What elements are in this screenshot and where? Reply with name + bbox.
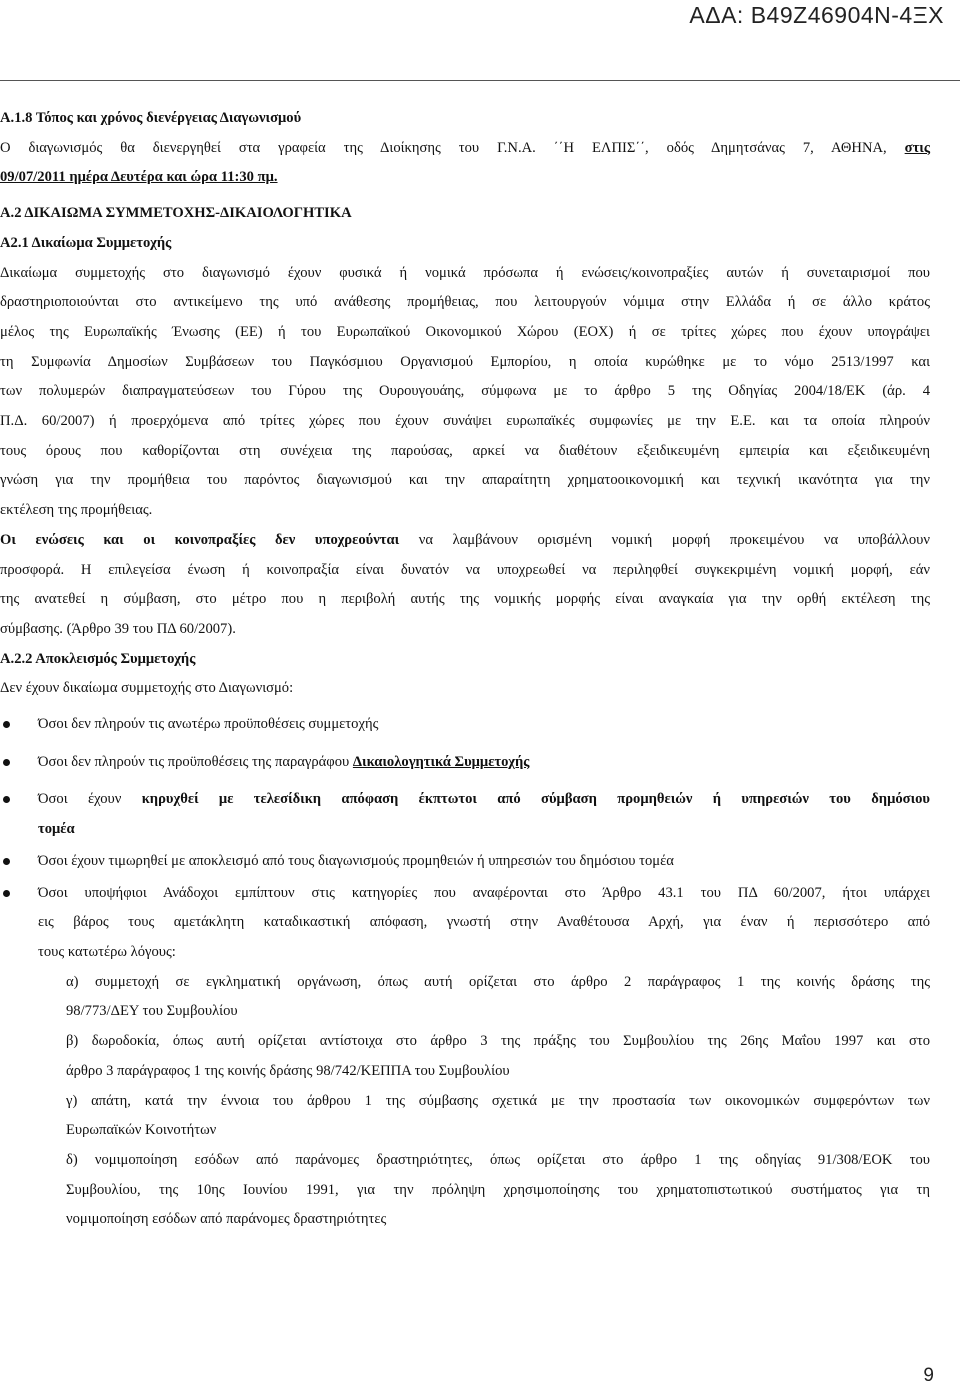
section-heading-a18: Α.1.8 Τόπος και χρόνος διενέργειας Διαγωνισμού <box>0 110 302 126</box>
emphasis-text: Οι ενώσεις και οι κοινοπραξίες δεν υποχρεούνται <box>0 531 400 548</box>
sub-item-a <box>0 968 930 1027</box>
emphasis-text: κηρυχθεί με τελεσίδικη απόφαση έκπτωτοι από σύμβαση προμηθειών ή υπηρεσιών του δημόσιου <box>141 791 930 808</box>
paragraph-line: μέλος της Ευρωπαϊκής Ένωσης (ΕΕ) ή του Ευρωπαϊκού Οικονομικού Χώρου (ΕΟΧ) ή σε τρίτες χώρες που έχουν υπογράψει <box>0 323 930 340</box>
emphasis-text: Δικαιολογητικά Συμμετοχής <box>352 753 530 770</box>
paragraph-line: Οι ενώσεις και οι κοινοπραξίες δεν υποχρεούνται να λαμβάνουν ορισμένη νομική μορφή προκειμένου να υποβάλλουν <box>0 531 930 548</box>
list-item <box>0 879 930 968</box>
paragraph-line: τη Συμφωνία Δημοσίων Συμβάσεων του Παγκόσμιου Οργανισμού Εμπορίου, η οποία κυρώθηκε με το νόμο 2513/1997 και <box>0 353 930 370</box>
paragraph-line: τους όρους που καθορίζονται στη συνέχεια της παρούσας, αρκεί να διαθέτουν εξειδικευμένη εμπειρία και εξειδικευμένη <box>0 442 930 459</box>
bullet-icon <box>3 759 10 766</box>
sub-item-text: Συμβουλίου, της 10ης Ιουνίου 1991, για την πρόληψη χρησιμοποίησης του χρηματοπιστωτικού συστήματος για τη <box>66 1181 930 1198</box>
section-heading-a222: Α.2.2 Αποκλεισμός Συμμετοχής <box>0 650 196 667</box>
sub-item-c <box>0 1087 930 1146</box>
paragraph-line: προσφορά. Η επιλεγείσα ένωση ή κοινοπραξία είναι δυνατόν να υποχρεωθεί να περιληφθεί συγκεκριμένη νομική μορφή, εάν <box>0 561 930 578</box>
sub-item-text: γ) απάτη, κατά την έννοια του άρθρου 1 της σύμβασης σχετικά με την προστασία των οικονομικών συμφερόντων των <box>66 1092 930 1109</box>
list-item-text: εις βάρος τους αμετάκλητη καταδικαστική απόφαση, γνωστή στην Αναθέτουσα Αρχή, για έναν ή περισσότερο από <box>38 914 930 931</box>
list-item <box>0 785 930 844</box>
list-item-text: Όσοι έχουν τιμωρηθεί με αποκλεισμό από τους διαγωνισμούς προμηθειών ή υπηρεσιών του δημόσιου τομέα <box>38 852 674 869</box>
date-line: 09/07/2011 ημέρα Δευτέρα και ώρα 11:30 πμ. <box>0 169 278 186</box>
list-item-text: τομέα <box>38 821 75 838</box>
bullet-icon <box>3 858 10 865</box>
sub-item-text: άρθρο 3 παράγραφος 1 της κοινής δράσης 98/742/ΚΕΠΠΑ του Συμβουλίου <box>66 1062 510 1079</box>
paragraph-line: δραστηριοποιούνται στο αντικείμενο της υπό ανάθεσης προμήθειας, που λειτουργούν νόμιμα στην Ελλάδα ή σε άλλο κράτος <box>0 294 930 311</box>
paragraph-line: Δεν έχουν δικαίωμα συμμετοχής στο Διαγωνισμό: <box>0 680 294 697</box>
sub-item-b <box>0 1027 930 1086</box>
list-item <box>0 847 930 877</box>
list-item <box>0 748 930 778</box>
paragraph-line: Π.Δ. 60/2007) ή προερχόμενα από τρίτες χώρες που έχουν συνάψει ευρωπαϊκές συμφωνίες με την Ε.Ε. και τα οποία πληρούν <box>0 413 930 430</box>
section-heading-a21: Α2.1 Δικαίωμα Συμμετοχής <box>0 234 172 251</box>
page-number: 9 <box>923 1365 934 1386</box>
document-body <box>0 104 930 1235</box>
emphasis-text: στις <box>904 139 930 156</box>
list-item-text: Όσοι δεν πληρούν τις ανωτέρω προϋποθέσεις συμμετοχής <box>38 716 379 733</box>
bullet-icon <box>3 890 10 897</box>
list-item-text: Όσοι υποψήφιοι Ανάδοχοι εμπίπτουν στις κατηγορίες που αναφέρονται στο Άρθρο 43.1 του ΠΔ 60/2007, ήτοι υπάρχει <box>38 884 930 901</box>
list-item <box>0 710 930 740</box>
header-divider <box>0 80 960 81</box>
paragraph-line: εκτέλεση της προμήθειας. <box>0 502 153 519</box>
document-code: ΑΔΑ: Β49Ζ46904Ν-4ΞΧ <box>689 2 944 28</box>
paragraph-line: των πολυμερών διαπραγματεύσεων του Γύρου της Ουρουγουάης, σύμφωνα με το άρθρο 5 της Οδηγίας 2004/18/ΕΚ (άρ. 4 <box>0 383 930 400</box>
sub-item-text: α) συμμετοχή σε εγκληματική οργάνωση, όπως αυτή ορίζεται στο άρθρο 2 παράγραφος 1 της κοινής δράσης της <box>66 973 930 990</box>
paragraph-line: Δικαίωμα συμμετοχής στο διαγωνισμό έχουν φυσικά ή νομικά πρόσωπα ή ενώσεις/κοινοπραξίες αυτών ή συνεταιρισμοί που <box>0 264 930 281</box>
sub-item-text: νομιμοποίηση εσόδων από παράνομες δραστηριότητες <box>66 1211 387 1228</box>
bullet-icon <box>3 721 10 728</box>
sub-item-text: δ) νομιμοποίηση εσόδων από παράνομες δραστηριότητες, όπως ορίζεται στο άρθρο 1 της οδηγίας 91/308/ΕΟΚ του <box>66 1151 930 1168</box>
sub-item-text: Ευρωπαϊκών Κοινοτήτων <box>66 1122 217 1139</box>
list-item-text: Όσοι δεν πληρούν τις προϋποθέσεις της παραγράφου Δικαιολογητικά Συμμετοχής <box>38 753 530 770</box>
sub-item-d <box>0 1146 930 1235</box>
bullet-icon <box>3 796 10 803</box>
list-item-text: τους κατωτέρω λόγους: <box>38 943 176 960</box>
sub-item-text: 98/773/ΔΕΥ του Συμβουλίου <box>66 1003 238 1020</box>
paragraph-line: της ανατεθεί η σύμβαση, στο μέτρο που η περιβολή αυτής της νομικής μορφής είναι αναγκαία για την ορθή εκτέλεση της <box>0 591 930 608</box>
list-item-text: Όσοι έχουν κηρυχθεί με τελεσίδικη απόφαση έκπτωτοι από σύμβαση προμηθειών ή υπηρεσιών του δημόσιου <box>38 791 930 808</box>
sub-item-text: β) δωροδοκία, όπως αυτή ορίζεται αντίστοιχα στο άρθρο 3 της πράξης του Συμβουλίου της 26ης Μαΐου 1997 και στο <box>66 1033 930 1050</box>
paragraph-line: Ο διαγωνισμός θα διενεργηθεί στα γραφεία της Διοίκησης του Γ.Ν.Α. ΄΄Η ΕΛΠΙΣ΄΄, οδός Δημητσάνας 7, ΑΘΗΝΑ, στις <box>0 139 930 156</box>
paragraph-line: γνώση για την προμήθεια του παρόντος διαγωνισμού και την απαραίτητη χρηματοοικονομική και τεχνική ικανότητα για την <box>0 472 930 489</box>
section-heading-a2: Α.2 ΔΙΚΑΙΩΜΑ ΣΥΜΜΕΤΟΧΗΣ-ΔΙΚΑΙΟΛΟΓΗΤΙΚΑ <box>0 205 352 222</box>
paragraph-line: σύμβασης. (Άρθρο 39 του ΠΔ 60/2007). <box>0 620 236 637</box>
